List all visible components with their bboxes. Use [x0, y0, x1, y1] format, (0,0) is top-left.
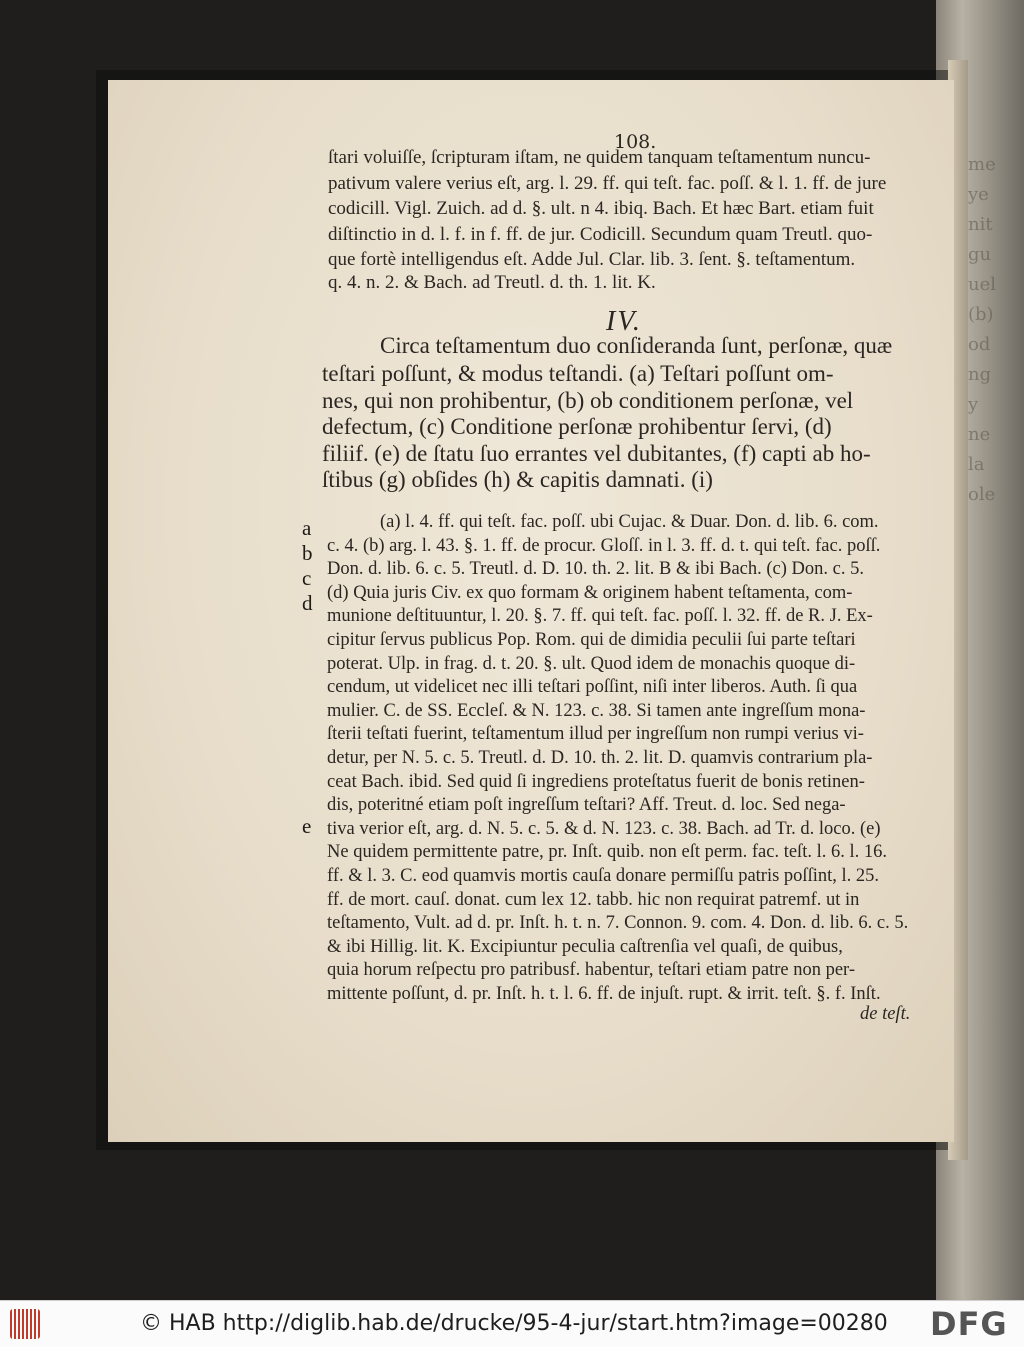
note-line: c. 4. (b) arg. l. 43. §. 1. ff. de procur. Gloſſ. in l. 3. ff. d. t. qui teſt. fac. poſſ. — [327, 536, 881, 556]
catchword: de teſt. — [860, 1004, 911, 1024]
note-line: quia horum reſpectu pro patribusf. habentur, teſtari etiam patre non per- — [327, 960, 855, 980]
continuation-line: pativum valere verius eſt, arg. l. 29. ff. qui teſt. fac. poſſ. & l. 1. ff. de jure — [328, 173, 887, 194]
note-line: cendum, ut videlicet nec illi teſtari poſſint, niſi inter liberos. Auth. ſi qua — [327, 677, 858, 697]
note-line: ff. & l. 3. C. eod quamvis mortis cauſa donare permiſſu patris poſſint, l. 25. — [327, 866, 880, 886]
marginal-letter: b — [302, 541, 313, 565]
dfg-logo: DFG — [930, 1305, 1008, 1343]
thesis-line: ſtibus (g) obſides (h) & capitis damnati. (i) — [322, 467, 713, 492]
thesis-line: Circa teſtamentum duo conſideranda ſunt, perſonæ, quæ — [380, 333, 893, 358]
marginal-letter: c — [302, 566, 312, 590]
adjacent-page-text: gu — [968, 244, 992, 265]
note-line: detur, per N. 5. c. 5. Treutl. d. D. 10. th. 2. lit. D. quamvis contrarium pla- — [327, 748, 873, 768]
note-line: tiva verior eſt, arg. d. N. 5. c. 5. & d. N. 123. c. 38. Bach. ad Tr. d. loco. (e) — [327, 819, 881, 839]
thesis-line: defectum, (c) Conditione perſonæ prohibentur ſervi, (d) — [322, 414, 832, 439]
continuation-line: diſtinctio in d. l. f. in f. ff. de jur. Codicill. Secundum quam Treutl. quo- — [328, 224, 873, 245]
adjacent-page-text: uel — [968, 274, 997, 295]
adjacent-page-text: y — [968, 394, 979, 415]
note-line: Ne quidem permittente patre, pr. Inſt. quib. non eſt perm. fac. teſt. l. 6. l. 16. — [327, 842, 887, 862]
note-line: poterat. Ulp. in frag. d. t. 20. §. ult. Quod idem de monachis quoque di- — [327, 654, 856, 674]
adjacent-page-text: me — [968, 154, 996, 175]
note-line: dis, poteritné etiam poſt ingreſſum teſtari? Aff. Treut. d. loc. Sed nega- — [327, 795, 846, 815]
note-line: munione deſtituuntur, l. 20. §. 7. ff. qui teſt. fac. poſſ. l. 32. ff. de R. J. Ex- — [327, 606, 873, 626]
note-line: ſterii teſtati fuerint, teſtamentum illud per ingreſſum non rumpi verius vi- — [327, 724, 864, 744]
adjacent-page-text: ole — [968, 484, 996, 505]
note-line: (d) Quia juris Civ. ex quo formam & originem habent teſtamenta, com- — [327, 583, 853, 603]
section-heading: IV. — [606, 306, 642, 337]
thesis-line: nes, qui non prohibentur, (b) ob conditionem perſonæ, vel — [322, 388, 854, 413]
note-line: teſtamento, Vult. ad d. pr. Inſt. h. t. n. 7. Connon. 9. com. 4. Don. d. lib. 6. c. 5. — [327, 913, 909, 933]
adjacent-page-text: (b) — [968, 304, 994, 325]
marginal-letter: e — [302, 814, 312, 838]
note-line: ceat Bach. ibid. Sed quid ſi ingrediens proteſtatus fuerit de bonis retinen- — [327, 772, 865, 792]
continuation-line: que fortè intelligendus eſt. Adde Jul. Clar. lib. 3. ſent. §. teſtamentum. — [328, 249, 856, 270]
scanned-page — [108, 80, 954, 1142]
continuation-line: q. 4. n. 2. & Bach. ad Treutl. d. th. 1. lit. K. — [328, 272, 656, 293]
adjacent-page-text: ng — [968, 364, 992, 385]
marginal-letter: a — [302, 516, 312, 540]
adjacent-page-text: ye — [968, 184, 989, 205]
marginal-letter: d — [302, 591, 313, 615]
hab-logo-icon — [10, 1309, 40, 1339]
page-number: 108. — [614, 131, 657, 153]
thesis-line: filiif. (e) de ſtatu ſuo errantes vel dubitantes, (f) capti ab ho- — [322, 441, 871, 466]
adjacent-page-text: la — [968, 454, 985, 475]
adjacent-page-fragment — [968, 150, 1024, 850]
note-line: cipitur ſervus publicus Pop. Rom. qui de dimidia peculii ſui parte teſtari — [327, 630, 856, 650]
thesis-line: teſtari poſſunt, & modus teſtandi. (a) Teſtari poſſunt om- — [322, 361, 834, 386]
footer-copyright-link[interactable]: © HAB http://diglib.hab.de/drucke/95-4-jur/start.htm?image=00280 — [140, 1311, 888, 1336]
footer-bar — [0, 1300, 1024, 1347]
note-line: Don. d. lib. 6. c. 5. Treutl. d. D. 10. th. 2. lit. B & ibi Bach. (c) Don. c. 5. — [327, 559, 864, 579]
note-line: mittente poſſunt, d. pr. Inſt. h. t. l. 6. ff. de injuſt. rupt. & irrit. teſt. §. f. Inſt. — [327, 984, 881, 1004]
note-line: ff. de mort. cauſ. donat. cum lex 12. tabb. hic non requirat patremf. ut in — [327, 890, 860, 910]
adjacent-page-text: ne — [968, 424, 991, 445]
note-line: mulier. C. de SS. Eccleſ. & N. 123. c. 38. Si tamen ante ingreſſum mona- — [327, 701, 866, 721]
adjacent-page-text: od — [968, 334, 991, 355]
continuation-line: ſtari voluiſſe, ſcripturam iſtam, ne quidem tanquam teſtamentum nuncu- — [328, 147, 871, 168]
continuation-line: codicill. Vigl. Zuich. ad d. §. ult. n 4. ibiq. Bach. Et hæc Bart. etiam fuit — [328, 198, 874, 219]
adjacent-page-text: nit — [968, 214, 993, 235]
note-line: (a) l. 4. ff. qui teſt. fac. poſſ. ubi Cujac. & Duar. Don. d. lib. 6. com. — [380, 512, 879, 532]
note-line: & ibi Hillig. lit. K. Excipiuntur peculia caſtrenſia vel quaſi, de quibus, — [327, 937, 843, 957]
